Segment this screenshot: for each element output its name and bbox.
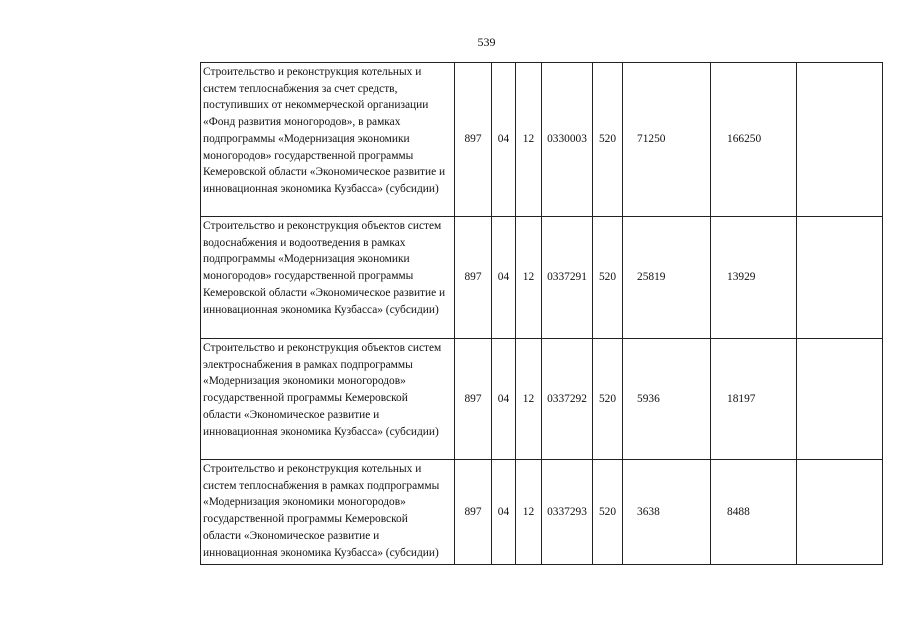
row-description: Строительство и реконструкция котельных и систем теплоснабжения за счет средств, поступивших от некоммерческой организации «Фонд развития моногородов», в рамках подпрограммы «Модернизация экономики моногородов» государственной программы Кемеровской области «Экономическое развитие и инновационная экономика Кузбасса» (субсидии) [201, 63, 455, 217]
table-row [201, 460, 883, 565]
amount-1: 71250 [623, 63, 711, 217]
subsection-code: 12 [516, 63, 542, 217]
section-code: 04 [492, 339, 516, 460]
target-article-code: 0330003 [542, 63, 593, 217]
subsection-code: 12 [516, 339, 542, 460]
amount-3 [797, 217, 883, 339]
target-article-code: 0337291 [542, 217, 593, 339]
page-number: 539 [477, 35, 496, 49]
expense-type-code: 520 [593, 339, 623, 460]
ministry-code: 897 [455, 339, 492, 460]
expense-type-code: 520 [593, 63, 623, 217]
amount-1: 25819 [623, 217, 711, 339]
ministry-code: 897 [455, 63, 492, 217]
section-code: 04 [492, 460, 516, 565]
ministry-code: 897 [455, 460, 492, 565]
table-row [201, 63, 883, 217]
row-description: Строительство и реконструкция объектов систем электроснабжения в рамках подпрограммы «Модернизация экономики моногородов» государственной программы Кемеровской области «Экономическое развитие и инновационная экономика Кузбасса» (субсидии) [201, 339, 455, 460]
amount-3 [797, 339, 883, 460]
row-description: Строительство и реконструкция объектов систем водоснабжения и водоотведения в рамках подпрограммы «Модернизация экономики моногородов» государственной программы Кемеровской области «Экономическое развитие и инновационная экономика Кузбасса» (субсидии) [201, 217, 455, 339]
subsection-code: 12 [516, 460, 542, 565]
target-article-code: 0337293 [542, 460, 593, 565]
table-row [201, 339, 883, 460]
amount-1: 3638 [623, 460, 711, 565]
budget-table [200, 62, 883, 565]
expense-type-code: 520 [593, 460, 623, 565]
section-code: 04 [492, 63, 516, 217]
amount-3 [797, 460, 883, 565]
amount-2: 18197 [711, 339, 797, 460]
amount-2: 8488 [711, 460, 797, 565]
amount-3 [797, 63, 883, 217]
section-code: 04 [492, 217, 516, 339]
amount-2: 13929 [711, 217, 797, 339]
row-description: Строительство и реконструкция котельных и систем теплоснабжения в рамках подпрограммы «Модернизация экономики моногородов» государственной программы Кемеровской области «Экономическое развитие и инновационная экономика Кузбасса» (субсидии) [201, 460, 455, 565]
subsection-code: 12 [516, 217, 542, 339]
ministry-code: 897 [455, 217, 492, 339]
target-article-code: 0337292 [542, 339, 593, 460]
amount-2: 166250 [711, 63, 797, 217]
amount-1: 5936 [623, 339, 711, 460]
table-row [201, 217, 883, 339]
expense-type-code: 520 [593, 217, 623, 339]
